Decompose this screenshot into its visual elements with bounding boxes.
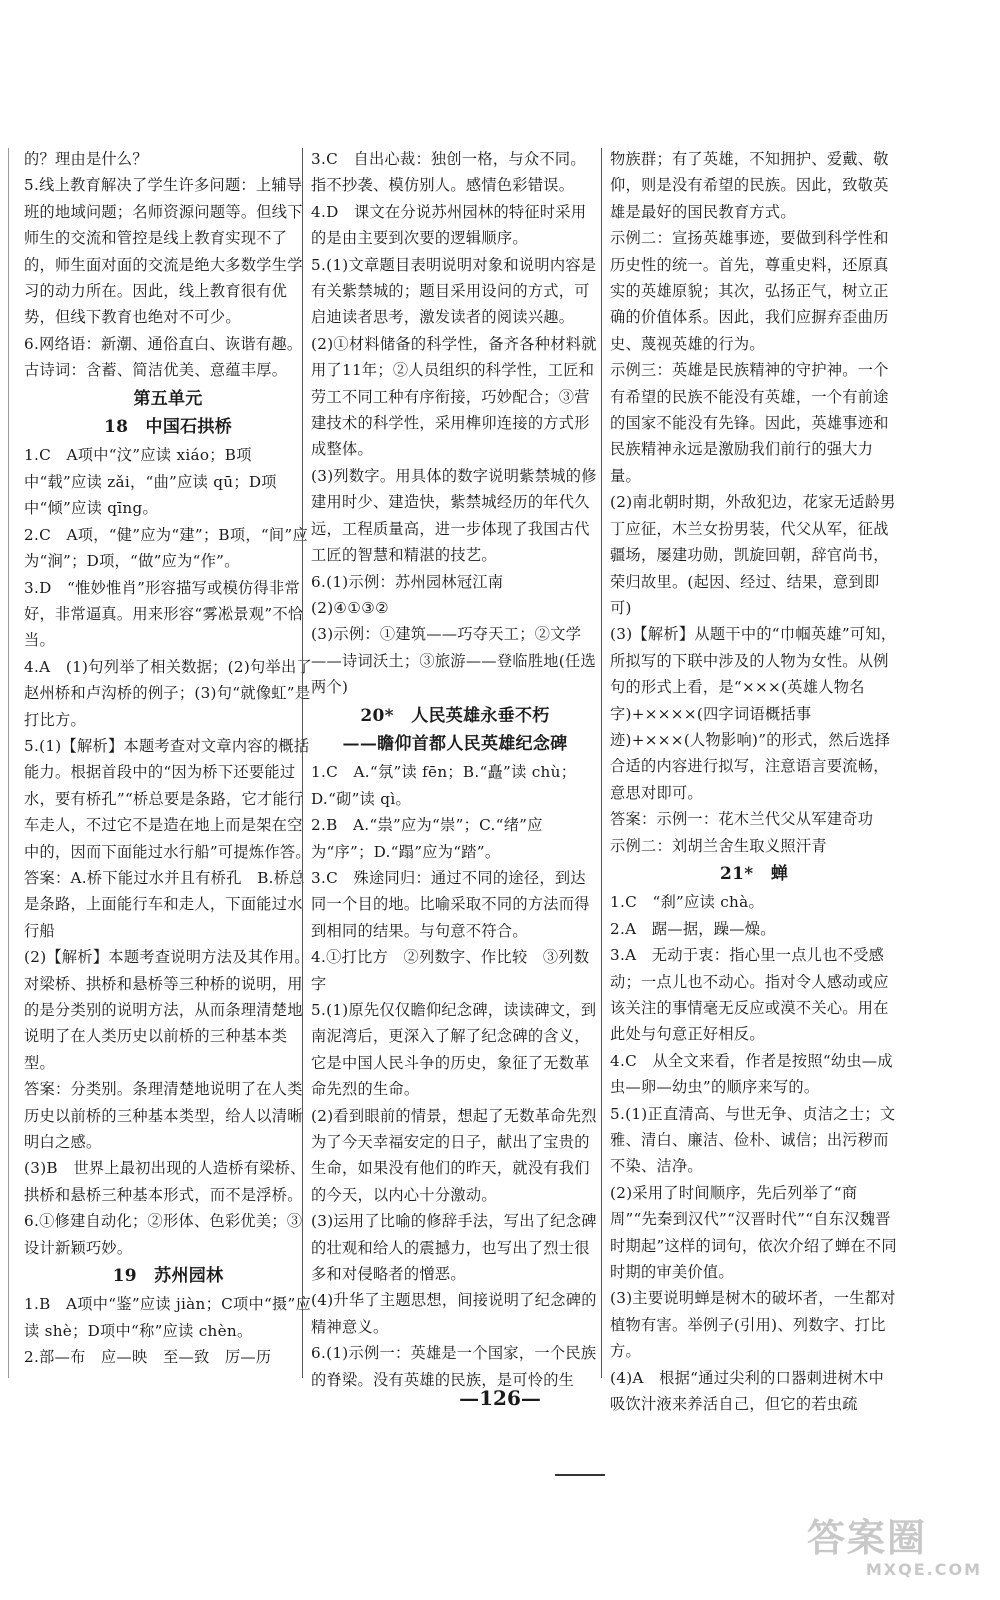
answer-paragraph: (2)【解析】本题考查说明方法及其作用。对梁桥、拱桥和悬桥等三种桥的说明，用的是分类别的说明方法，从而条理清楚地说明了在人类历史以前桥的三种基本类型。 bbox=[24, 948, 310, 1072]
answer-paragraph: 6.①修建自动化；②形体、色彩优美；③设计新颖巧妙。 bbox=[24, 1212, 303, 1257]
answer-paragraph: 的？理由是什么？ bbox=[24, 150, 148, 168]
answer-paragraph: (4)升华了主题思想，间接说明了纪念碑的精神意义。 bbox=[311, 1291, 597, 1336]
column-middle bbox=[311, 146, 599, 1393]
answer-paragraph: 3.C 自出心裁：独创一格，与众不同。指不抄袭、模仿别人。感情色彩错误。 bbox=[311, 150, 586, 195]
section-heading: 21* 蝉 bbox=[719, 863, 789, 884]
answer-paragraph: 2.部—布 应—映 至—致 厉—历 bbox=[24, 1348, 272, 1367]
answer-paragraph: (3)列数字。用具体的数字说明紫禁城的修建用时少、建造快，紫禁城经历的年代久远，工程质量高，进一步体现了我国古代工匠的智慧和精湛的技艺。 bbox=[311, 466, 597, 565]
answer-paragraph: (3)B 世界上最初出现的人造桥有梁桥、拱桥和悬桥三种基本形式，而不是浮桥。 bbox=[24, 1159, 306, 1204]
watermark-logo bbox=[807, 1516, 982, 1586]
column-left bbox=[24, 146, 312, 1371]
answer-paragraph: 1.C “刹”应读 chà。 bbox=[610, 893, 764, 912]
answer-paragraph: 4.A (1)句列举了相关数据；(2)句举出了赵州桥和卢沟桥的例子；(3)句“就像虹”是打比方。 bbox=[24, 657, 313, 729]
column-right bbox=[610, 146, 898, 1418]
answer-paragraph: (3)【解析】从题干中的“巾帼英雄”可知，所拟写的下联中涉及的人物为女性。从例句的形式上看，是“×××(英雄人物名字)+××××(四字词语概括事迹)+×××(人物影响)”的形式，然后选择合适的内容进行拟写，注意语言要流畅，意思对即可。 bbox=[610, 625, 897, 802]
answer-paragraph: 示例二：宣扬英雄事迹，要做到科学性和历史性的统一。首先，尊重史料，还原真实的英雄原貌；其次，弘扬正气，树立正确的价值体系。因此，我们应摒弃歪曲历史、蔑视英雄的行为。 bbox=[610, 229, 889, 353]
answer-paragraph: 4.C 从全文来看，作者是按照“幼虫—成虫—卵—幼虫”的顺序来写的。 bbox=[610, 1051, 893, 1097]
answer-paragraph: 1.C A.“氛”读 fēn；B.“矗”读 chù；D.“砌”读 qì。 bbox=[311, 763, 577, 808]
answer-paragraph: 2.C A项，“健”应为“建”；B项，“间”应为“涧”；D项，“做”应为“作”。 bbox=[24, 525, 308, 571]
answer-paragraph: (3)运用了比喻的修辞手法，写出了纪念碑的壮观和给人的震撼力，也写出了烈士很多和对侵略者的憎恶。 bbox=[311, 1212, 597, 1284]
answer-paragraph: (2)看到眼前的情景，想起了无数革命先烈为了今天幸福安定的日子，献出了宝贵的生命，如果没有他们的昨天，就没有我们的今天，以内心十分激动。 bbox=[311, 1106, 597, 1204]
answer-paragraph: 古诗词：含蓄、简洁优美、意蕴丰厚。 bbox=[24, 361, 288, 380]
section-heading: 18 中国石拱桥 bbox=[103, 417, 233, 438]
answer-paragraph: 4.①打比方 ②列数字、作比较 ③列数字 bbox=[311, 948, 590, 993]
answer-paragraph: 答案：A.桥下能过水并且有桥孔 B.桥总是条路，上面能行车和走人，下面能过水行船 bbox=[24, 868, 305, 940]
answer-paragraph: 5.(1)原先仅仅瞻仰纪念碑，读读碑文，到南泥湾后，更深入了解了纪念碑的含义，它是中国人民斗争的历史，象征了无数革命先烈的生命。 bbox=[311, 1001, 597, 1099]
watermark-url: MXQE.COM bbox=[865, 1560, 982, 1579]
answer-paragraph: 1.C A项中“汶”应读 xiáo；B项中“载”应读 zǎi，“曲”应读 qū；D项中“倾”应读 qīng。 bbox=[24, 446, 277, 518]
answer-paragraph: (3)示例：①建筑——巧夺天工；②文学——诗词沃土；③旅游——登临胜地(任选两个) bbox=[311, 625, 596, 697]
answer-paragraph: 3.C 殊途同归：通过不同的途径，到达同一个目的地。比喻采取不同的方法而得到相同的结果。与句意不符合。 bbox=[311, 868, 590, 940]
answer-paragraph: 3.D “惟妙惟肖”形容描写或模仿得非常好，非常逼真。用来形容“雾凇景观”不恰当。 bbox=[24, 578, 304, 650]
column-divider bbox=[601, 148, 602, 1378]
answer-paragraph: 6.网络语：新潮、通俗直白、诙谐有趣。 bbox=[24, 334, 303, 353]
footer-rule bbox=[555, 1474, 605, 1476]
answer-paragraph: 物族群；有了英雄，不知拥护、爱戴、敬仰，则是没有希望的民族。因此，致敬英雄是最好的国民教育方式。 bbox=[610, 150, 889, 221]
answer-paragraph: 5.线上教育解决了学生许多问题：上辅导班的地域问题；名师资源问题等。但线下师生的交流和管控是线上教育实现不了的，师生面对面的交流是绝大多数学生学习的动力所在。因此，线上教育很有优势，但线下教育也绝对不可少。 bbox=[24, 176, 303, 327]
answer-paragraph: 2.B A.“祟”应为“崇”；C.“绪”应为“序”；D.“蹋”应为“踏”。 bbox=[311, 816, 543, 861]
answer-paragraph: 3.A 无动于衷：指心里一点儿也不受感动；一点儿也不动心。指对令人感动或应该关注的事情毫无反应或漠不关心。用在此处与句意正好相反。 bbox=[610, 946, 889, 1044]
section-heading: 20* 人民英雄永垂不朽 bbox=[360, 705, 550, 726]
answer-paragraph: 5.(1)文章题目表明说明对象和说明内容是有关紫禁城的；题目采用设问的方式，可启迪读者思考，激发读者的阅读兴趣。 bbox=[311, 255, 597, 327]
answer-paragraph: 5.(1)正直清高、与世无争、贞洁之士；文雅、清白、廉洁、俭朴、诚信；出污秽而不染、洁净。 bbox=[610, 1104, 896, 1176]
answer-paragraph: 2.A 踞—据，躁—燥。 bbox=[610, 919, 776, 938]
answer-paragraph: 示例三：英雄是民族精神的守护神。一个有希望的民族不能没有英雄，一个有前途的国家不能没有先锋。因此，英雄事迹和民族精神永远是激励我们前行的强大力量。 bbox=[610, 361, 889, 485]
binding-margin bbox=[0, 148, 9, 1378]
answer-paragraph: (3)主要说明蝉是树木的破坏者，一生都对植物有害。举例子(引用)、列数字、打比方。 bbox=[610, 1289, 896, 1361]
column-divider bbox=[302, 148, 303, 1378]
answer-paragraph: 5.(1)【解析】本题考查对文章内容的概括能力。根据首段中的“因为桥下还要能过水，要有桥孔”“桥总要是条路，它才能行车走人，不过它不是造在地上而是架在空中的，因而下面能过水行船”可提炼作答。 bbox=[24, 736, 311, 861]
answer-paragraph: 示例二：刘胡兰舍生取义照汗青 bbox=[610, 836, 827, 855]
watermark-text: 答案圈 bbox=[807, 1516, 928, 1560]
answer-paragraph: 4.D 课文在分说苏州园林的特征时采用的是由主要到次要的逻辑顺序。 bbox=[311, 202, 587, 248]
section-heading: 第五单元 bbox=[133, 388, 203, 409]
answer-paragraph: 6.(1)示例：苏州园林冠江南 bbox=[311, 572, 504, 591]
answer-paragraph: (2)采用了时间顺序，先后列举了“商周”“先秦到汉代”“汉晋时代”“自东汉魏晋时期起”这样的词句，依次介绍了蝉在不同时期的审美价值。 bbox=[610, 1183, 897, 1282]
answer-paragraph: 答案：示例一：花木兰代父从军建奇功 bbox=[610, 810, 874, 829]
answer-paragraph: (2)南北朝时期，外敌犯边，花家无适龄男丁应征，木兰女扮男装，代父从军，征战疆场，屡建功勋，凯旋回朝，辞官尚书，荣归故里。(起因、经过、结果，意到即可) bbox=[610, 493, 896, 617]
answer-paragraph: (2)④①③② bbox=[311, 598, 390, 617]
answer-paragraph: 答案：分类别。条理清楚地说明了在人类历史以前桥的三种基本类型，给人以清晰明白之感。 bbox=[24, 1080, 303, 1152]
answer-paragraph: (2)①材料储备的科学性，备齐各种材料就用了11年；②人员组织的科学性，工匠和劳工不同工种有序衔接，巧妙配合；③营建技术的科学性，采用榫卯连接的方式形成整体。 bbox=[311, 334, 597, 459]
section-heading: ——瞻仰首都人民英雄纪念碑 bbox=[342, 733, 568, 754]
answer-paragraph: 1.B A项中“鉴”应读 jiàn；C项中“摄”应读 shè；D项中“称”应读 chèn。 bbox=[24, 1295, 312, 1340]
section-heading: 19 苏州园林 bbox=[112, 1266, 224, 1287]
answer-paragraph: 6.(1)示例一：英雄是一个国家，一个民族的脊梁。没有英雄的民族，是可怜的生 bbox=[311, 1344, 597, 1389]
answer-paragraph: (4)A 根据“通过尖利的口器刺进树木中吸饮汁液来养活自己，但它的若虫疏 bbox=[610, 1368, 885, 1414]
page-number: —126— bbox=[459, 1386, 541, 1410]
